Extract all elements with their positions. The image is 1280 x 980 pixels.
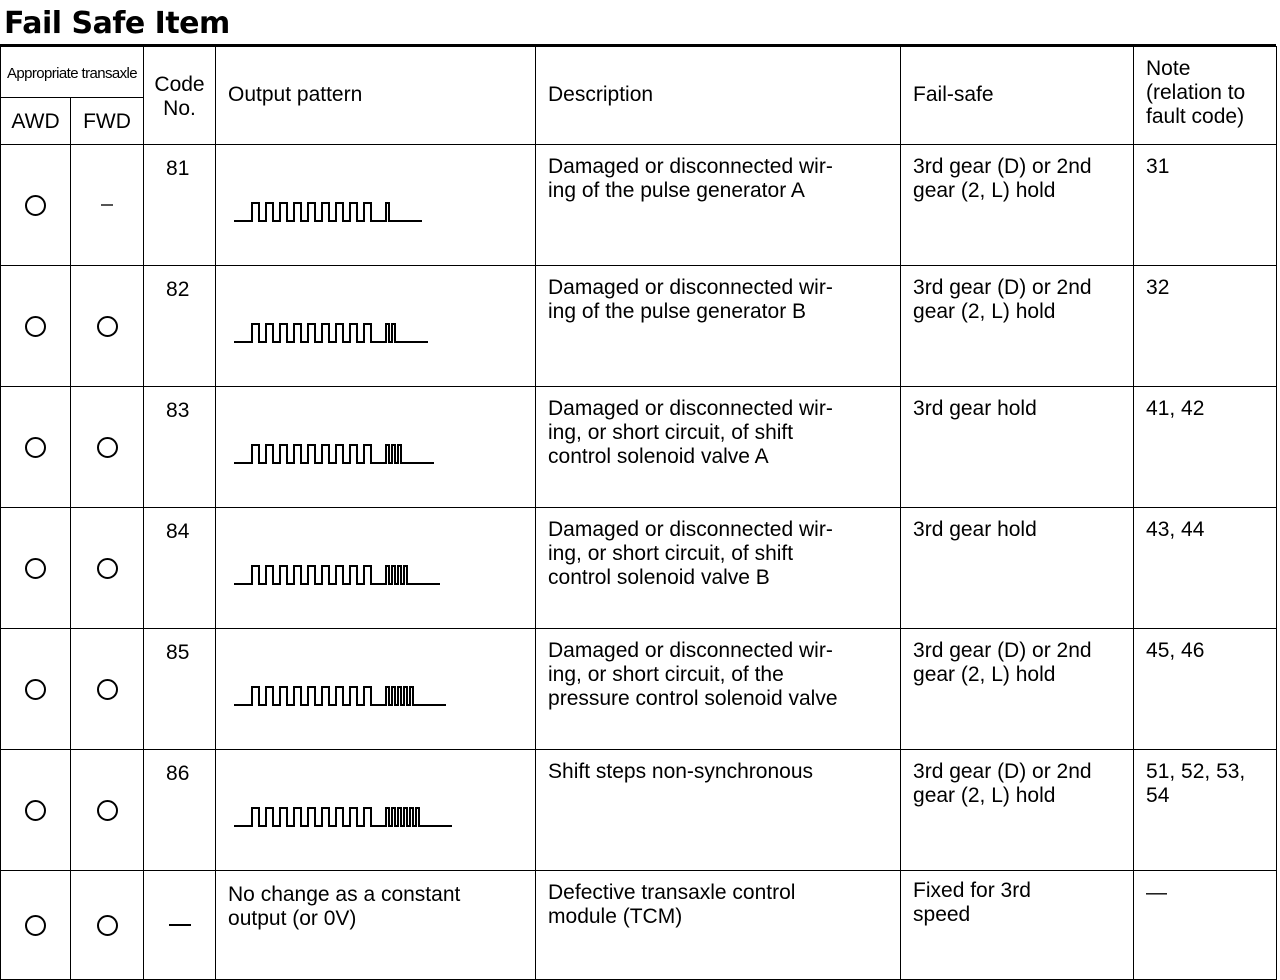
dash-mark-icon	[101, 204, 113, 206]
fail-safe-cell: 3rd gear (D) or 2nd gear (2, L) hold	[901, 750, 1134, 871]
output-pattern-cell	[216, 750, 536, 871]
description-cell: Defective transaxle control module (TCM)	[536, 871, 901, 980]
awd-cell	[1, 145, 71, 266]
output-pattern-cell	[216, 508, 536, 629]
fail-safe-cell: 3rd gear (D) or 2nd gear (2, L) hold	[901, 629, 1134, 750]
circle-mark-icon	[25, 679, 46, 700]
circle-mark-icon	[97, 915, 118, 936]
header-code-no: Code No.	[144, 47, 216, 145]
table-row	[1, 508, 1277, 629]
description-cell: Damaged or disconnected wir- ing, or short circuit, of shift control solenoid valve A	[536, 387, 901, 508]
circle-mark-icon	[25, 558, 46, 579]
fwd-cell	[71, 266, 144, 387]
awd-cell	[1, 871, 71, 980]
code-cell: 84	[144, 508, 216, 629]
circle-mark-icon	[25, 437, 46, 458]
fwd-cell	[71, 750, 144, 871]
circle-mark-icon	[25, 195, 46, 216]
fail-safe-cell: 3rd gear (D) or 2nd gear (2, L) hold	[901, 266, 1134, 387]
code-cell	[144, 871, 216, 980]
awd-cell	[1, 629, 71, 750]
circle-mark-icon	[25, 800, 46, 821]
description-cell: Shift steps non-synchronous	[536, 750, 901, 871]
awd-cell	[1, 266, 71, 387]
header-appropriate-transaxle: Appropriate transaxle	[1, 47, 144, 98]
code-cell: 83	[144, 387, 216, 508]
pulse-path	[234, 687, 446, 705]
table-row	[1, 145, 1277, 266]
table-row-tcm	[1, 871, 1277, 980]
description-cell: Damaged or disconnected wir- ing, or short circuit, of the pressure control solenoid valve	[536, 629, 901, 750]
code-cell: 86	[144, 750, 216, 871]
header-output-pattern: Output pattern	[216, 47, 536, 145]
header-note: Note (relation to fault code)	[1134, 47, 1277, 145]
header-fail-safe: Fail-safe	[901, 47, 1134, 145]
code-cell: 81	[144, 145, 216, 266]
circle-mark-icon	[97, 437, 118, 458]
description-cell: Damaged or disconnected wir- ing of the pulse generator A	[536, 145, 901, 266]
circle-mark-icon	[25, 316, 46, 337]
fwd-cell	[71, 871, 144, 980]
fail-safe-cell: 3rd gear hold	[901, 508, 1134, 629]
fail-safe-cell: 3rd gear (D) or 2nd gear (2, L) hold	[901, 145, 1134, 266]
pulse-waveform	[216, 508, 534, 624]
pulse-waveform	[216, 145, 534, 261]
fwd-cell	[71, 145, 144, 266]
note-cell: 41, 42	[1134, 387, 1277, 508]
circle-mark-icon	[97, 800, 118, 821]
fail-safe-table	[0, 46, 1277, 980]
fwd-cell	[71, 508, 144, 629]
circle-mark-icon	[97, 316, 118, 337]
code-cell: 85	[144, 629, 216, 750]
header-awd: AWD	[1, 98, 71, 145]
note-cell: 43, 44	[1134, 508, 1277, 629]
pulse-waveform	[216, 750, 534, 866]
note-cell: 51, 52, 53, 54	[1134, 750, 1277, 871]
fwd-cell	[71, 629, 144, 750]
awd-cell	[1, 508, 71, 629]
pulse-waveform	[216, 266, 534, 382]
circle-mark-icon	[97, 558, 118, 579]
fail-safe-cell: Fixed for 3rd speed	[901, 871, 1134, 980]
fwd-cell	[71, 387, 144, 508]
pulse-path	[234, 566, 440, 584]
output-pattern-cell	[216, 387, 536, 508]
note-cell: 45, 46	[1134, 629, 1277, 750]
note-cell: —	[1134, 871, 1277, 980]
dash-mark-icon	[169, 924, 191, 927]
code-cell: 82	[144, 266, 216, 387]
note-cell: 31	[1134, 145, 1277, 266]
table-row	[1, 266, 1277, 387]
pulse-path	[234, 445, 434, 463]
header-description: Description	[536, 47, 901, 145]
circle-mark-icon	[25, 915, 46, 936]
pulse-waveform	[216, 629, 534, 745]
description-cell: Damaged or disconnected wir- ing, or short circuit, of shift control solenoid valve B	[536, 508, 901, 629]
page-title: Fail Safe Item	[4, 6, 230, 41]
pulse-path	[234, 203, 422, 221]
awd-cell	[1, 387, 71, 508]
output-pattern-cell	[216, 145, 536, 266]
header-fwd: FWD	[71, 98, 144, 145]
pulse-waveform	[216, 387, 534, 503]
description-cell: Damaged or disconnected wir- ing of the pulse generator B	[536, 266, 901, 387]
table-row	[1, 629, 1277, 750]
pulse-path	[234, 324, 428, 342]
output-pattern-cell	[216, 629, 536, 750]
table-row	[1, 750, 1277, 871]
output-pattern-cell	[216, 266, 536, 387]
table-row	[1, 387, 1277, 508]
pulse-path	[234, 808, 452, 826]
circle-mark-icon	[97, 679, 118, 700]
fail-safe-cell: 3rd gear hold	[901, 387, 1134, 508]
output-pattern-cell: No change as a constant output (or 0V)	[216, 871, 536, 980]
awd-cell	[1, 750, 71, 871]
note-cell: 32	[1134, 266, 1277, 387]
